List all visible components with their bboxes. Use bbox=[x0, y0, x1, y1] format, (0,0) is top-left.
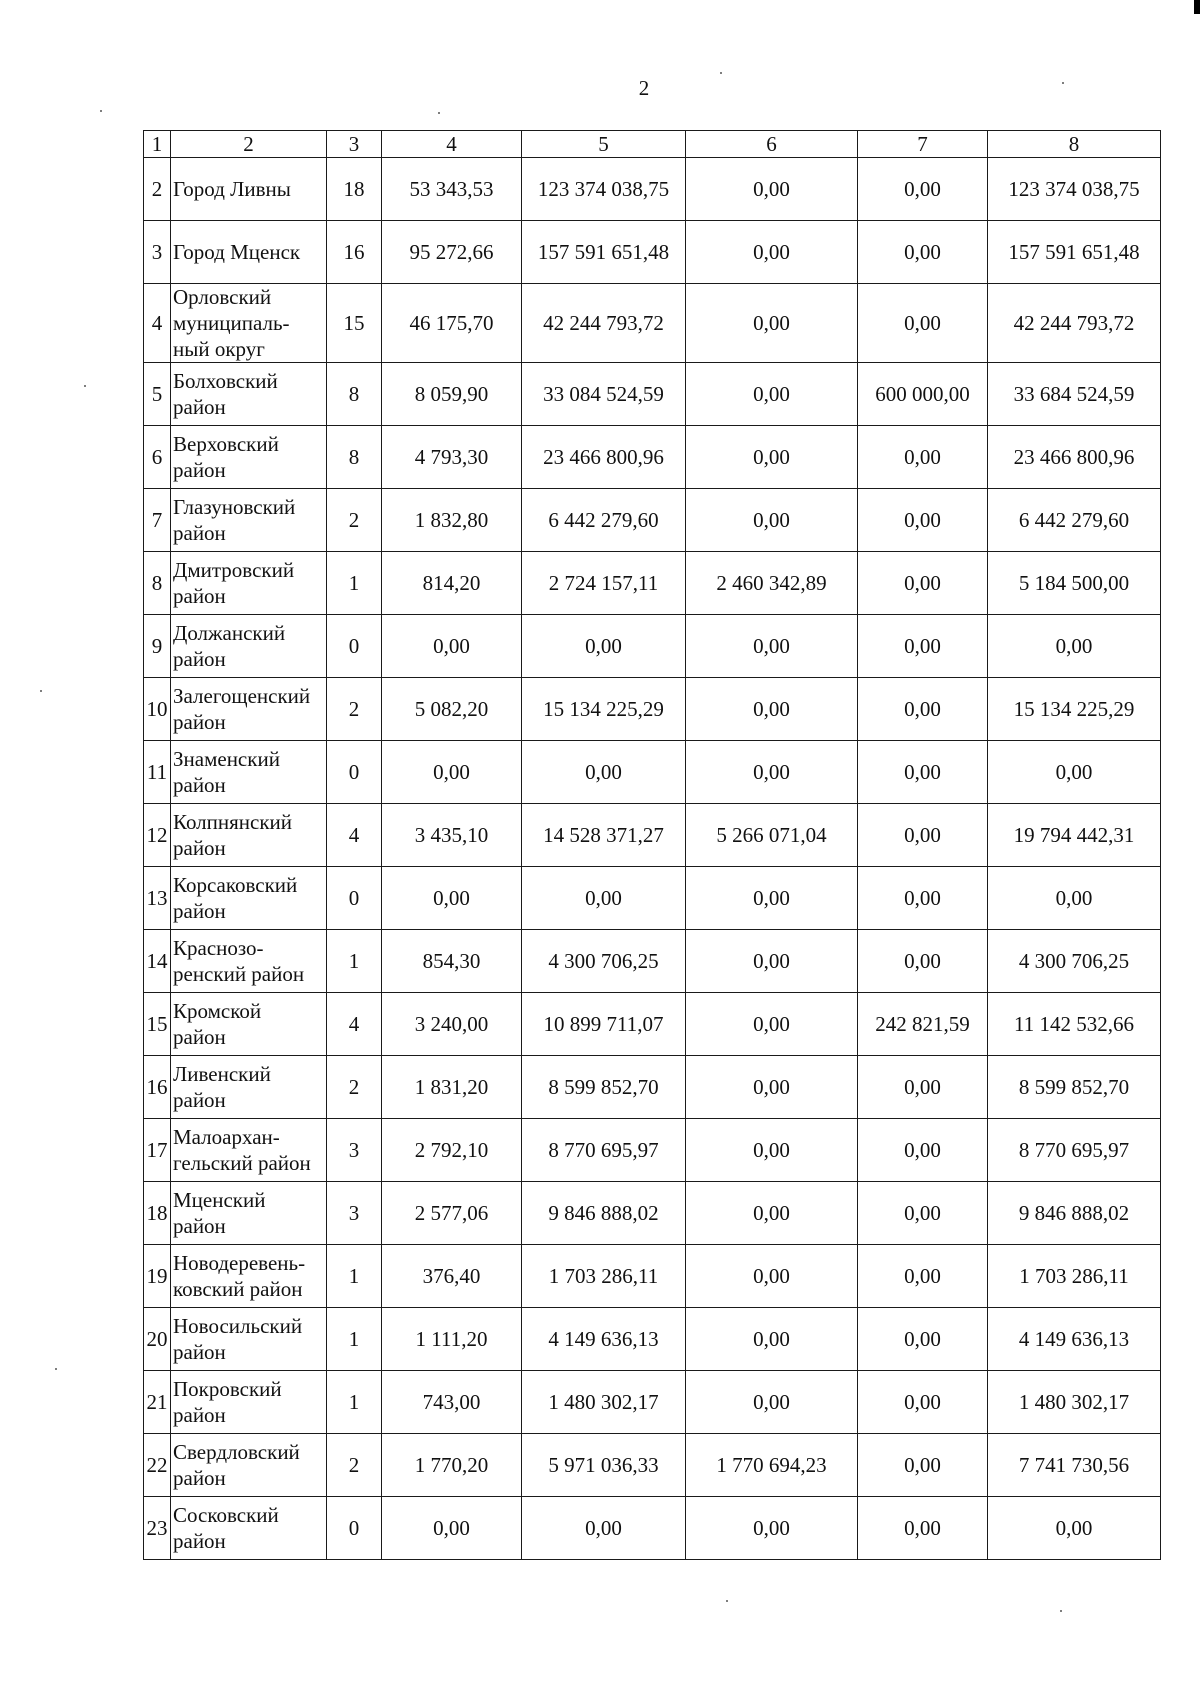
col-7-value: 0,00 bbox=[858, 1182, 988, 1245]
col-5-value: 0,00 bbox=[522, 741, 686, 804]
col-4-value: 3 240,00 bbox=[382, 993, 522, 1056]
col-4-value: 0,00 bbox=[382, 615, 522, 678]
scan-speck bbox=[84, 385, 86, 387]
col-7-value: 0,00 bbox=[858, 1434, 988, 1497]
col-6-value: 0,00 bbox=[686, 221, 858, 284]
col-8-total: 0,00 bbox=[988, 1497, 1161, 1560]
col-6-value: 0,00 bbox=[686, 1308, 858, 1371]
table-row bbox=[144, 1182, 1161, 1245]
col-8-total: 8 770 695,97 bbox=[988, 1119, 1161, 1182]
col-5-value: 4 149 636,13 bbox=[522, 1308, 686, 1371]
col-6-value: 0,00 bbox=[686, 1371, 858, 1434]
col-7-value: 0,00 bbox=[858, 930, 988, 993]
col-5-value: 1 703 286,11 bbox=[522, 1245, 686, 1308]
col-7-value: 0,00 bbox=[858, 158, 988, 221]
header-cell-8: 8 bbox=[988, 131, 1161, 158]
row-number: 18 bbox=[144, 1182, 171, 1245]
page-number: 2 bbox=[638, 76, 650, 100]
col-5-value: 4 300 706,25 bbox=[522, 930, 686, 993]
header-cell-3: 3 bbox=[327, 131, 382, 158]
scan-speck bbox=[1062, 82, 1064, 84]
col-3-count: 0 bbox=[327, 741, 382, 804]
district-name: Малоархан- гельский район bbox=[171, 1119, 327, 1182]
table-row bbox=[144, 489, 1161, 552]
col-8-total: 0,00 bbox=[988, 867, 1161, 930]
row-number: 5 bbox=[144, 363, 171, 426]
col-5-value: 8 770 695,97 bbox=[522, 1119, 686, 1182]
table-row bbox=[144, 993, 1161, 1056]
col-6-value: 0,00 bbox=[686, 993, 858, 1056]
row-number: 6 bbox=[144, 426, 171, 489]
row-number: 14 bbox=[144, 930, 171, 993]
row-number: 13 bbox=[144, 867, 171, 930]
col-3-count: 16 bbox=[327, 221, 382, 284]
col-6-value: 0,00 bbox=[686, 284, 858, 363]
district-name: Знаменский район bbox=[171, 741, 327, 804]
col-4-value: 8 059,90 bbox=[382, 363, 522, 426]
col-7-value: 0,00 bbox=[858, 1371, 988, 1434]
row-number: 7 bbox=[144, 489, 171, 552]
table-row bbox=[144, 678, 1161, 741]
col-5-value: 157 591 651,48 bbox=[522, 221, 686, 284]
col-5-value: 0,00 bbox=[522, 1497, 686, 1560]
col-7-value: 0,00 bbox=[858, 1497, 988, 1560]
col-8-total: 5 184 500,00 bbox=[988, 552, 1161, 615]
district-name: Кромской район bbox=[171, 993, 327, 1056]
col-8-total: 123 374 038,75 bbox=[988, 158, 1161, 221]
col-5-value: 0,00 bbox=[522, 867, 686, 930]
table-row bbox=[144, 804, 1161, 867]
col-5-value: 123 374 038,75 bbox=[522, 158, 686, 221]
district-name: Покровский район bbox=[171, 1371, 327, 1434]
col-7-value: 0,00 bbox=[858, 284, 988, 363]
col-3-count: 2 bbox=[327, 1056, 382, 1119]
col-8-total: 15 134 225,29 bbox=[988, 678, 1161, 741]
col-6-value: 0,00 bbox=[686, 1056, 858, 1119]
col-6-value: 0,00 bbox=[686, 741, 858, 804]
table-row bbox=[144, 426, 1161, 489]
col-8-total: 4 300 706,25 bbox=[988, 930, 1161, 993]
scan-speck bbox=[40, 690, 42, 692]
row-number: 16 bbox=[144, 1056, 171, 1119]
col-5-value: 33 084 524,59 bbox=[522, 363, 686, 426]
col-6-value: 0,00 bbox=[686, 678, 858, 741]
table-row bbox=[144, 615, 1161, 678]
col-4-value: 3 435,10 bbox=[382, 804, 522, 867]
col-4-value: 743,00 bbox=[382, 1371, 522, 1434]
col-7-value: 600 000,00 bbox=[858, 363, 988, 426]
col-7-value: 0,00 bbox=[858, 678, 988, 741]
col-7-value: 242 821,59 bbox=[858, 993, 988, 1056]
row-number: 3 bbox=[144, 221, 171, 284]
col-3-count: 2 bbox=[327, 489, 382, 552]
scan-speck bbox=[55, 1368, 57, 1370]
row-number: 21 bbox=[144, 1371, 171, 1434]
col-6-value: 0,00 bbox=[686, 1182, 858, 1245]
scan-speck bbox=[720, 72, 722, 74]
col-8-total: 33 684 524,59 bbox=[988, 363, 1161, 426]
scan-speck bbox=[100, 110, 102, 112]
col-6-value: 0,00 bbox=[686, 615, 858, 678]
col-5-value: 5 971 036,33 bbox=[522, 1434, 686, 1497]
col-8-total: 6 442 279,60 bbox=[988, 489, 1161, 552]
col-6-value: 0,00 bbox=[686, 867, 858, 930]
row-number: 20 bbox=[144, 1308, 171, 1371]
table-header-row bbox=[144, 131, 1161, 158]
col-7-value: 0,00 bbox=[858, 1245, 988, 1308]
table-body bbox=[144, 131, 1161, 1560]
scan-speck bbox=[726, 1600, 728, 1602]
col-5-value: 6 442 279,60 bbox=[522, 489, 686, 552]
district-name: Город Ливны bbox=[171, 158, 327, 221]
table-row bbox=[144, 1434, 1161, 1497]
data-table bbox=[143, 130, 1161, 1560]
district-name: Мценский район bbox=[171, 1182, 327, 1245]
col-8-total: 1 480 302,17 bbox=[988, 1371, 1161, 1434]
col-5-value: 9 846 888,02 bbox=[522, 1182, 686, 1245]
table-row bbox=[144, 1497, 1161, 1560]
col-6-value: 0,00 bbox=[686, 489, 858, 552]
col-4-value: 0,00 bbox=[382, 867, 522, 930]
col-4-value: 376,40 bbox=[382, 1245, 522, 1308]
scan-corner-mark bbox=[1194, 0, 1200, 14]
col-4-value: 814,20 bbox=[382, 552, 522, 615]
col-8-total: 8 599 852,70 bbox=[988, 1056, 1161, 1119]
district-name: Должанский район bbox=[171, 615, 327, 678]
col-8-total: 0,00 bbox=[988, 615, 1161, 678]
row-number: 17 bbox=[144, 1119, 171, 1182]
col-5-value: 1 480 302,17 bbox=[522, 1371, 686, 1434]
row-number: 19 bbox=[144, 1245, 171, 1308]
col-6-value: 2 460 342,89 bbox=[686, 552, 858, 615]
col-5-value: 15 134 225,29 bbox=[522, 678, 686, 741]
table-row bbox=[144, 1245, 1161, 1308]
col-4-value: 53 343,53 bbox=[382, 158, 522, 221]
col-6-value: 0,00 bbox=[686, 1245, 858, 1308]
col-4-value: 46 175,70 bbox=[382, 284, 522, 363]
col-3-count: 0 bbox=[327, 867, 382, 930]
col-4-value: 1 111,20 bbox=[382, 1308, 522, 1371]
col-7-value: 0,00 bbox=[858, 221, 988, 284]
col-4-value: 1 832,80 bbox=[382, 489, 522, 552]
row-number: 12 bbox=[144, 804, 171, 867]
col-3-count: 3 bbox=[327, 1182, 382, 1245]
row-number: 22 bbox=[144, 1434, 171, 1497]
col-6-value: 0,00 bbox=[686, 158, 858, 221]
col-4-value: 1 831,20 bbox=[382, 1056, 522, 1119]
row-number: 4 bbox=[144, 284, 171, 363]
col-7-value: 0,00 bbox=[858, 426, 988, 489]
header-cell-4: 4 bbox=[382, 131, 522, 158]
col-4-value: 2 577,06 bbox=[382, 1182, 522, 1245]
col-7-value: 0,00 bbox=[858, 804, 988, 867]
district-name: Новодеревень- ковский район bbox=[171, 1245, 327, 1308]
header-cell-7: 7 bbox=[858, 131, 988, 158]
row-number: 15 bbox=[144, 993, 171, 1056]
col-6-value: 0,00 bbox=[686, 1119, 858, 1182]
col-8-total: 7 741 730,56 bbox=[988, 1434, 1161, 1497]
col-5-value: 10 899 711,07 bbox=[522, 993, 686, 1056]
table-row bbox=[144, 363, 1161, 426]
district-name: Свердловский район bbox=[171, 1434, 327, 1497]
col-7-value: 0,00 bbox=[858, 615, 988, 678]
col-5-value: 42 244 793,72 bbox=[522, 284, 686, 363]
col-8-total: 0,00 bbox=[988, 741, 1161, 804]
row-number: 10 bbox=[144, 678, 171, 741]
col-6-value: 0,00 bbox=[686, 426, 858, 489]
col-4-value: 2 792,10 bbox=[382, 1119, 522, 1182]
col-3-count: 2 bbox=[327, 678, 382, 741]
col-8-total: 1 703 286,11 bbox=[988, 1245, 1161, 1308]
col-5-value: 8 599 852,70 bbox=[522, 1056, 686, 1119]
district-name: Ливенский район bbox=[171, 1056, 327, 1119]
col-4-value: 0,00 bbox=[382, 1497, 522, 1560]
table-row bbox=[144, 1371, 1161, 1434]
table-row bbox=[144, 552, 1161, 615]
col-8-total: 11 142 532,66 bbox=[988, 993, 1161, 1056]
district-name: Краснозо- ренский район bbox=[171, 930, 327, 993]
row-number: 9 bbox=[144, 615, 171, 678]
col-7-value: 0,00 bbox=[858, 1119, 988, 1182]
district-name: Глазуновский район bbox=[171, 489, 327, 552]
col-3-count: 1 bbox=[327, 930, 382, 993]
table-row bbox=[144, 221, 1161, 284]
col-6-value: 1 770 694,23 bbox=[686, 1434, 858, 1497]
col-3-count: 1 bbox=[327, 1245, 382, 1308]
col-8-total: 19 794 442,31 bbox=[988, 804, 1161, 867]
col-4-value: 4 793,30 bbox=[382, 426, 522, 489]
col-8-total: 4 149 636,13 bbox=[988, 1308, 1161, 1371]
col-3-count: 3 bbox=[327, 1119, 382, 1182]
col-3-count: 18 bbox=[327, 158, 382, 221]
col-4-value: 854,30 bbox=[382, 930, 522, 993]
col-3-count: 1 bbox=[327, 1371, 382, 1434]
district-name: Орловский муниципаль- ный округ bbox=[171, 284, 327, 363]
table-row bbox=[144, 741, 1161, 804]
col-4-value: 1 770,20 bbox=[382, 1434, 522, 1497]
col-6-value: 5 266 071,04 bbox=[686, 804, 858, 867]
district-name: Новосильский район bbox=[171, 1308, 327, 1371]
col-3-count: 4 bbox=[327, 993, 382, 1056]
district-name: Болховский район bbox=[171, 363, 327, 426]
col-8-total: 42 244 793,72 bbox=[988, 284, 1161, 363]
col-3-count: 15 bbox=[327, 284, 382, 363]
header-cell-2: 2 bbox=[171, 131, 327, 158]
row-number: 2 bbox=[144, 158, 171, 221]
col-7-value: 0,00 bbox=[858, 741, 988, 804]
col-3-count: 1 bbox=[327, 552, 382, 615]
col-7-value: 0,00 bbox=[858, 552, 988, 615]
col-4-value: 0,00 bbox=[382, 741, 522, 804]
district-name: Залегощенский район bbox=[171, 678, 327, 741]
table-row bbox=[144, 158, 1161, 221]
col-5-value: 0,00 bbox=[522, 615, 686, 678]
district-name: Верховский район bbox=[171, 426, 327, 489]
col-3-count: 4 bbox=[327, 804, 382, 867]
col-5-value: 23 466 800,96 bbox=[522, 426, 686, 489]
row-number: 23 bbox=[144, 1497, 171, 1560]
district-name: Колпнянский район bbox=[171, 804, 327, 867]
col-7-value: 0,00 bbox=[858, 1308, 988, 1371]
col-3-count: 1 bbox=[327, 1308, 382, 1371]
scan-speck bbox=[1060, 1610, 1062, 1612]
col-7-value: 0,00 bbox=[858, 1056, 988, 1119]
table-row bbox=[144, 1056, 1161, 1119]
col-4-value: 5 082,20 bbox=[382, 678, 522, 741]
col-3-count: 8 bbox=[327, 363, 382, 426]
row-number: 11 bbox=[144, 741, 171, 804]
col-6-value: 0,00 bbox=[686, 930, 858, 993]
district-name: Корсаковский район bbox=[171, 867, 327, 930]
header-cell-6: 6 bbox=[686, 131, 858, 158]
header-cell-5: 5 bbox=[522, 131, 686, 158]
district-name: Город Мценск bbox=[171, 221, 327, 284]
col-6-value: 0,00 bbox=[686, 1497, 858, 1560]
col-5-value: 14 528 371,27 bbox=[522, 804, 686, 867]
row-number: 8 bbox=[144, 552, 171, 615]
col-3-count: 0 bbox=[327, 1497, 382, 1560]
scan-speck bbox=[438, 112, 440, 114]
table-row bbox=[144, 1119, 1161, 1182]
col-4-value: 95 272,66 bbox=[382, 221, 522, 284]
col-7-value: 0,00 bbox=[858, 867, 988, 930]
district-name: Дмитровский район bbox=[171, 552, 327, 615]
table-row bbox=[144, 867, 1161, 930]
header-cell-1: 1 bbox=[144, 131, 171, 158]
district-name: Сосковский район bbox=[171, 1497, 327, 1560]
col-8-total: 157 591 651,48 bbox=[988, 221, 1161, 284]
col-8-total: 9 846 888,02 bbox=[988, 1182, 1161, 1245]
col-3-count: 0 bbox=[327, 615, 382, 678]
col-6-value: 0,00 bbox=[686, 363, 858, 426]
col-3-count: 8 bbox=[327, 426, 382, 489]
col-8-total: 23 466 800,96 bbox=[988, 426, 1161, 489]
table-row bbox=[144, 284, 1161, 363]
col-7-value: 0,00 bbox=[858, 489, 988, 552]
col-5-value: 2 724 157,11 bbox=[522, 552, 686, 615]
table-row bbox=[144, 1308, 1161, 1371]
col-3-count: 2 bbox=[327, 1434, 382, 1497]
table-row bbox=[144, 930, 1161, 993]
